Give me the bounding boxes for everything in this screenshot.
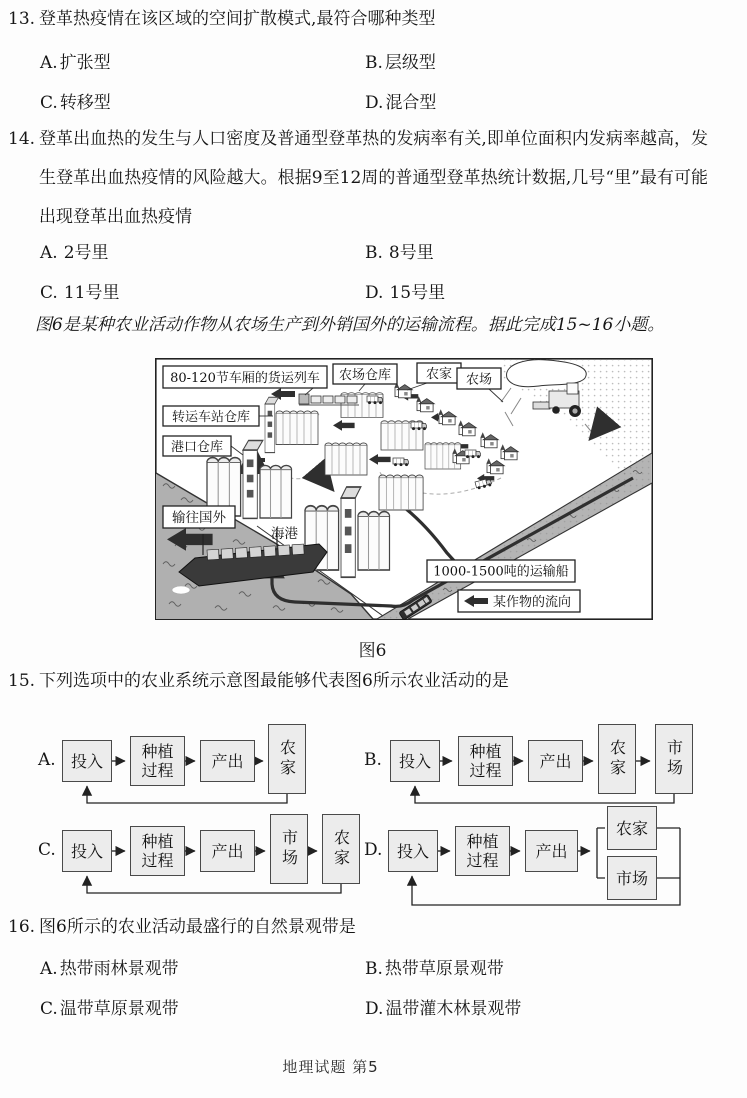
diagram-b-label: B. <box>364 750 382 770</box>
q16-option-b-label: B. <box>365 959 383 979</box>
question-16 <box>8 914 738 940</box>
q14-option-a-label: A. <box>40 243 58 263</box>
q13-option-b-label: B. <box>365 53 383 73</box>
label-farm-warehouse: 农场仓库 <box>338 368 392 383</box>
label-transfer-station: 转运车站仓库 <box>171 410 251 425</box>
q14-option-c-label: C. <box>40 283 58 303</box>
diagram-d-box-market: 市场 <box>607 856 657 900</box>
question-15-number: 15. <box>8 671 36 691</box>
q13-option-a-label: A. <box>40 53 58 73</box>
q14-option-d-text: 15号里 <box>389 283 446 303</box>
q16-option-d-label: D. <box>365 999 384 1019</box>
q14-option-b-label: B. <box>365 243 383 263</box>
q16-option-d <box>365 994 521 1019</box>
question-13-text: 登革热疫情在该区域的空间扩散模式,最符合哪种类型 <box>39 9 436 29</box>
diagram-b-box-input: 投入 <box>390 740 440 782</box>
diagram-c-box-farmer: 农家 <box>322 814 360 884</box>
diagram-b-box-farmer: 农家 <box>598 724 636 794</box>
q13-option-c-label: C. <box>40 93 58 113</box>
q16-option-a-text: 热带雨林景观带 <box>59 959 179 979</box>
label-export: 输往国外 <box>172 510 226 526</box>
q16-option-d-text: 温带灌木林景观带 <box>385 999 522 1019</box>
q13-option-c-text: 转移型 <box>59 93 111 113</box>
label-port-warehouse: 港口仓库 <box>170 440 224 455</box>
diagram-d-box-farmer: 农家 <box>607 806 657 850</box>
diagram-c-box-output: 产出 <box>200 830 255 872</box>
label-seaport: 海港 <box>271 526 298 542</box>
q16-option-b <box>365 954 504 979</box>
q16-option-c <box>40 994 179 1019</box>
q13-option-d-text: 混合型 <box>385 93 437 113</box>
figure-6-illustration <box>155 358 653 620</box>
q14-option-a-text: 2号里 <box>63 243 109 263</box>
q13-option-a-text: 扩张型 <box>59 53 111 73</box>
question-15-text: 下列选项中的农业系统示意图最能够代表图6所示农业活动的是 <box>39 671 509 691</box>
question-16-text: 图6所示的农业活动最盛行的自然景观带是 <box>39 917 356 937</box>
diagram-a-box-output: 产出 <box>200 740 255 782</box>
q15-diagrams <box>0 712 747 912</box>
q14-option-d <box>365 278 445 303</box>
q14-option-d-label: D. <box>365 283 384 303</box>
q14-option-c-text: 11号里 <box>63 283 120 303</box>
page-footer: 地理试题 第5 <box>282 1058 379 1076</box>
intro-sentence: 图6是某种农业活动作物从农场生产到外销国外的运输流程。据此完成15~16小题。 <box>35 315 665 335</box>
diagram-c-box-input: 投入 <box>62 830 112 872</box>
diagram-c-box-market: 市场 <box>270 814 308 884</box>
diagram-d-box-output: 产出 <box>525 830 578 872</box>
label-train: 80-120节车厢的货运列车 <box>170 371 320 386</box>
q13-option-d <box>365 88 436 113</box>
label-farm: 农场 <box>465 372 493 388</box>
question-13-number: 13. <box>8 9 36 29</box>
question-14-text: 登革出血热的发生与人口密度及普通型登革热的发病率有关,即单位面积内发病率越高，发生登革出血热疫情的风险越大。根据9至12周的普通型登革热统计数据,几号“里”最有可能出现登革出血热疫情 <box>39 129 708 227</box>
q13-option-d-label: D. <box>365 93 384 113</box>
q16-option-c-text: 温带草原景观带 <box>59 999 179 1019</box>
question-16-number: 16. <box>8 917 36 937</box>
q13-option-c <box>40 88 111 113</box>
question-13 <box>8 6 738 32</box>
question-14 <box>8 120 708 237</box>
diagram-b-box-output: 产出 <box>528 740 583 782</box>
diagram-d-box-process: 种植过程 <box>455 826 510 876</box>
question-15 <box>8 668 738 694</box>
q13-option-b-text: 层级型 <box>384 53 436 73</box>
q16-option-b-text: 热带草原景观带 <box>384 959 504 979</box>
q14-option-c <box>40 278 119 303</box>
diagram-c-label: C. <box>38 840 56 860</box>
figure-6 <box>155 358 653 620</box>
diagram-a-box-input: 投入 <box>62 740 112 782</box>
label-farmhouse: 农家 <box>425 367 453 382</box>
legend-label: 某作物的流向 <box>493 595 572 610</box>
freight-train-icon <box>299 394 359 405</box>
diagram-a-box-process: 种植过程 <box>130 736 185 786</box>
q14-option-a <box>40 238 109 263</box>
q13-option-a <box>40 48 111 73</box>
diagram-a-label: A. <box>38 750 56 770</box>
q13-option-b <box>365 48 436 73</box>
diagram-c-box-process: 种植过程 <box>130 826 185 876</box>
q14-option-b-text: 8号里 <box>388 243 434 263</box>
diagram-b-box-process: 种植过程 <box>458 736 513 786</box>
diagram-d-box-input: 投入 <box>388 830 438 872</box>
diagram-d-label: D. <box>364 840 383 860</box>
question-14-number: 14. <box>8 129 36 149</box>
q16-option-c-label: C. <box>40 999 58 1019</box>
figure-6-caption: 图6 <box>358 641 387 661</box>
label-ship: 1000-1500吨的运输船 <box>433 564 569 580</box>
diagram-b-box-market: 市场 <box>655 724 693 794</box>
q14-option-b <box>365 238 434 263</box>
q16-option-a-label: A. <box>40 959 58 979</box>
q16-option-a <box>40 954 179 979</box>
diagram-a-box-farmer: 农家 <box>268 724 306 794</box>
